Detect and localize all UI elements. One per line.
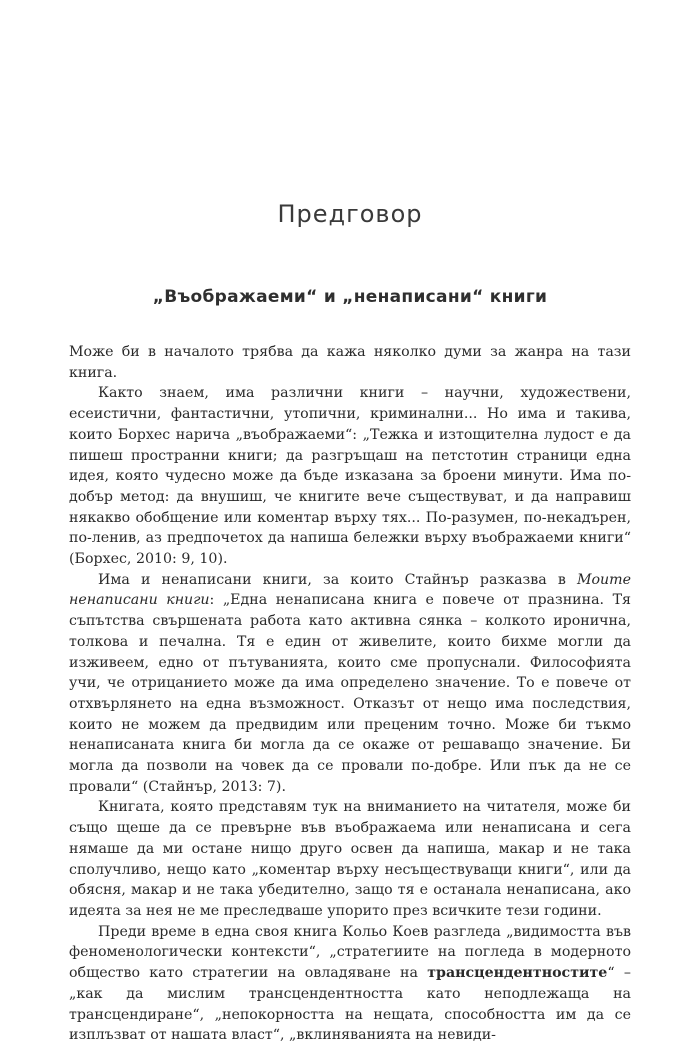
- paragraph-5: [69, 922, 631, 1046]
- paragraph-4: Книгата, която представям тук на вниманието на читателя, може би също щеше да се превърне във въображаема или ненаписана и сега нямаше да ми остане нищо друго освен да напиша, макар и не така сполучливо, нещо като „коментар върху несъществуващи книги“, или да обясня, макар и не така убедително, защо тя е останала ненаписана, ако идеята за нея не ме преследваше упорито през всичките тези години.: [69, 799, 631, 919]
- emphasized-term: трансцендентностите: [427, 965, 608, 982]
- paragraph-3-text-after: : „Една ненаписана книга е повече от празнина. Тя съпътства свършената работа като активна сянка – колкото иронична, толкова и печална. Тя е един от живелите, които бихме могли да изживеем, едно от пътуванията, които сме пропуснали. Философията учи, че отрицанието може да има определено значение. То е повече от отхвърлянето на една възможност. Отказът от нещо има последствия, които не можем да предвидим или преценим точно. Може би тъкмо ненаписаната книга би могла да се окаже от решаващо значение. Би могла да позволи на човек да се провали по-добре. Или пък да не се провали“ (Стайнър, 2013: 7).: [69, 592, 632, 795]
- paragraph-2: Както знаем, има различни книги – научни, художествени, есеистични, фантастични, утопични, криминални... Но има и такива, които Борхес нарича „въображаеми“: „Тежка и изтощителна лудост е да пишеш пространни книги; да разгръщаш на петстотин страници една идея, която чудесно може да бъде изказана за броени минути. Има по-добър метод: да внушиш, че книгите вече съществуват, и да направиш някакво обобщение или коментар върху тях... По-разумен, по-некадърен, по-ленив, аз предпочетох да напиша бележки върху въображаеми книги“ (Борхес, 2010: 9, 10).: [69, 385, 631, 568]
- paragraph-3: [69, 570, 631, 798]
- chapter-title: Предговор: [277, 200, 423, 228]
- paragraph-1: Може би в началото трябва да кажа няколко думи за жанра на тази книга.: [69, 344, 631, 381]
- paragraph-3-text-before: Има и ненаписани книги, за които Стайнър разказва в: [98, 571, 577, 588]
- book-title-italic: Моите ненаписани книги: [69, 571, 631, 609]
- paragraph-5-text-before: Преди време в една своя книга Кольо Коев разгледа „видимостта във феноменологически контексти“, „стратегиите на погледа в модерното общество като стратегии на овладяване на: [69, 923, 631, 982]
- section-title: „Въображаеми“ и „ненаписани“ книги: [152, 287, 548, 307]
- body-text: [69, 342, 631, 1046]
- paragraph-5-text-after: “ – „как да мислим трансцендентността като неподлежаща на трансцендиране“, „непокорността на нещата, способността им да се изплъзват от нашата власт“, „вклиняванията на невиди-: [69, 965, 631, 1044]
